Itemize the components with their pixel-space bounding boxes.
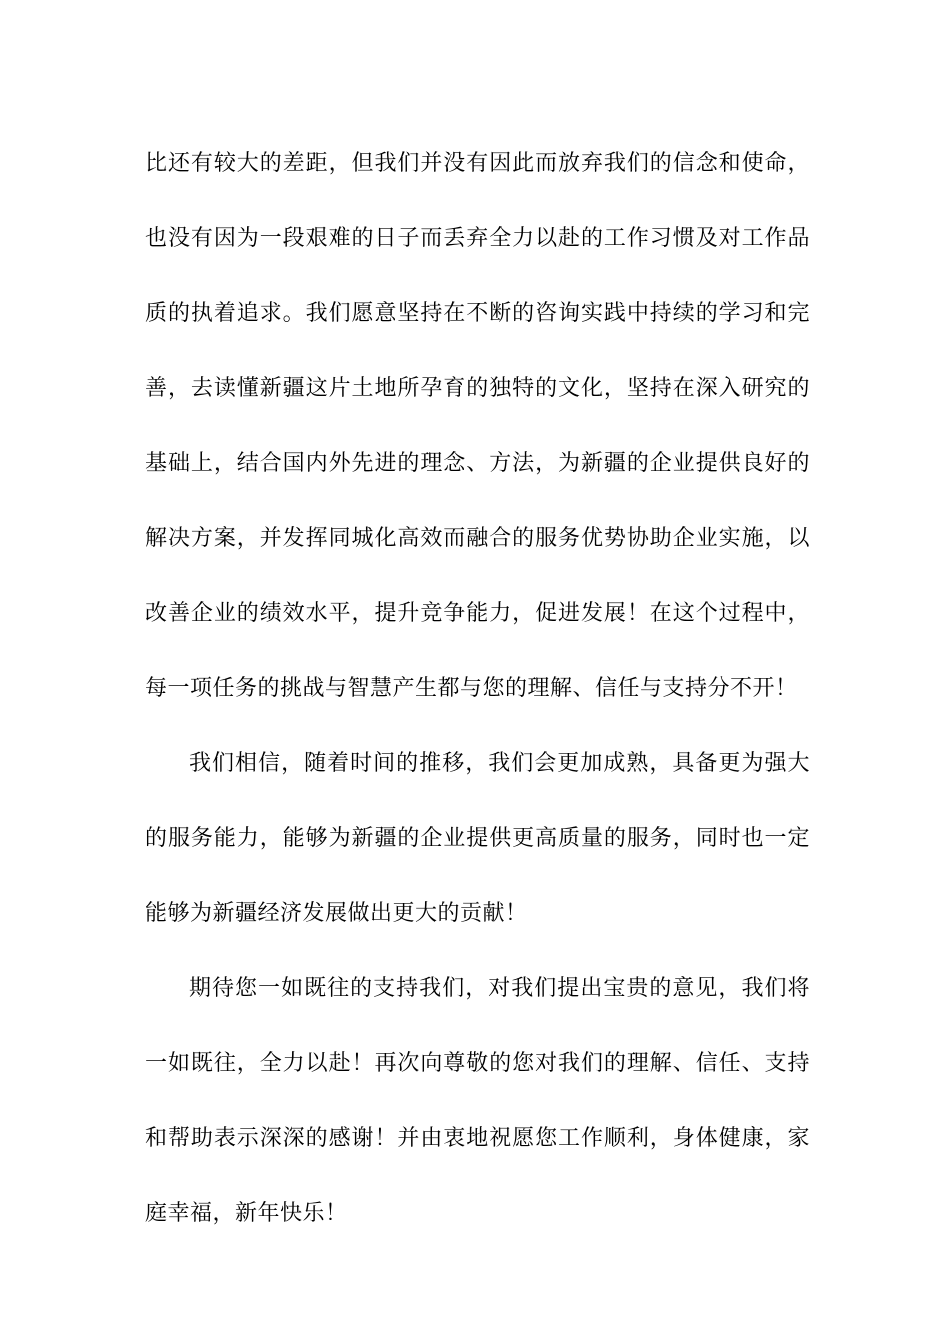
paragraph-line: 质的执着追求。我们愿意坚持在不断的咨询实践中持续的学习和完 (145, 301, 810, 326)
paragraph-line: 庭幸福，新年快乐！ (145, 1201, 348, 1226)
paragraph-line: 善，去读懂新疆这片土地所孕育的独特的文化，坚持在深入研究的 (145, 376, 810, 401)
paragraph-line: 的服务能力，能够为新疆的企业提供更高质量的服务，同时也一定 (145, 826, 810, 851)
paragraph-1 (145, 126, 810, 726)
paragraph-line: 期待您一如既往的支持我们，对我们提出宝贵的意见，我们将 (189, 976, 810, 1001)
paragraph-line: 解决方案，并发挥同城化高效而融合的服务优势协助企业实施，以 (145, 526, 810, 551)
paragraph-line: 我们相信，随着时间的推移，我们会更加成熟，具备更为强大 (189, 751, 810, 776)
paragraph-line: 也没有因为一段艰难的日子而丢弃全力以赴的工作习惯及对工作品 (145, 226, 810, 251)
paragraph-line: 和帮助表示深深的感谢！并由衷地祝愿您工作顺利，身体健康，家 (145, 1126, 810, 1151)
paragraph-line: 基础上，结合国内外先进的理念、方法，为新疆的企业提供良好的 (145, 451, 810, 476)
paragraph-line: 一如既往，全力以赴！再次向尊敬的您对我们的理解、信任、支持 (145, 1051, 810, 1076)
paragraph-line: 能够为新疆经济发展做出更大的贡献！ (145, 901, 528, 926)
paragraph-line: 每一项任务的挑战与智慧产生都与您的理解、信任与支持分不开！ (145, 676, 798, 701)
paragraph-3 (145, 951, 810, 1251)
paragraph-line: 比还有较大的差距，但我们并没有因此而放弃我们的信念和使命， (145, 151, 810, 176)
paragraph-2 (145, 726, 810, 951)
document-body (145, 126, 810, 1251)
paragraph-line: 改善企业的绩效水平，提升竞争能力，促进发展！在这个过程中， (145, 601, 810, 626)
